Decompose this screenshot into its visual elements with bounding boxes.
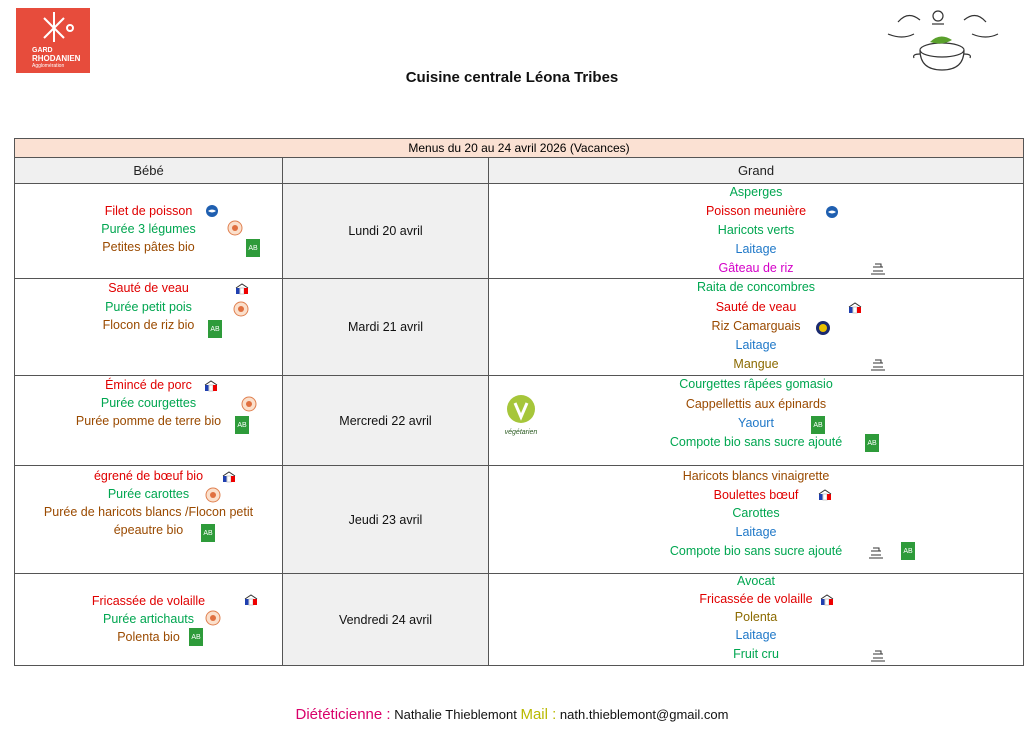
menu-item: Purée de haricots blancs /Flocon petit — [43, 505, 254, 519]
label-rouge-icon — [815, 320, 831, 336]
menu-table — [14, 138, 1024, 666]
menu-item: Compote bio sans sucre ajouté — [669, 544, 843, 558]
viande-francaise-icon — [243, 593, 261, 609]
svg-text:AB: AB — [867, 440, 877, 447]
menu-item: Fricassée de volaille — [699, 592, 813, 606]
menu-item: Raita de concombres — [696, 280, 816, 294]
day-label: Mercredi 22 avril — [283, 376, 489, 466]
viande-francaise-icon — [221, 470, 239, 486]
menu-item: Gâteau de riz — [718, 261, 794, 275]
gard-rhodanien-logo — [16, 8, 90, 73]
menu-item: égrené de bœuf bio — [93, 469, 204, 483]
menu-item: Fricassée de volaille — [91, 594, 206, 608]
msc-fish-icon — [205, 204, 219, 218]
col-header-baby: Bébé — [15, 158, 283, 184]
dieticienne-name: Nathalie Thieblemont — [394, 707, 517, 722]
table-row — [15, 466, 1024, 574]
fait-maison-icon — [241, 396, 257, 412]
menu-item: Émincé de porc — [105, 378, 192, 392]
fork-spoon-icon — [16, 8, 90, 48]
viande-francaise-icon — [819, 593, 837, 609]
menu-item: Asperges — [729, 185, 783, 199]
menu-item: Carottes — [732, 506, 780, 520]
tray-icon — [869, 358, 887, 372]
menu-item: Yaourt — [738, 416, 774, 430]
day-label: Mardi 21 avril — [283, 279, 489, 376]
fait-maison-icon — [205, 610, 221, 626]
msc-fish-icon — [825, 205, 839, 219]
menu-item: Mangue — [733, 357, 779, 371]
viande-francaise-icon — [847, 301, 865, 317]
menu-item: Purée carottes — [107, 487, 190, 501]
table-row — [15, 376, 1024, 466]
col-header-day — [283, 158, 489, 184]
menu-item: Laitage — [735, 525, 777, 539]
ab-bio-icon — [246, 239, 260, 257]
menu-item: Fruit cru — [733, 647, 779, 661]
menu-item: Compote bio sans sucre ajouté — [669, 435, 843, 449]
menu-item: Sauté de veau — [108, 281, 189, 295]
viande-francaise-icon — [203, 379, 221, 395]
ab-bio-icon — [208, 320, 222, 338]
svg-text:AB: AB — [903, 548, 913, 555]
menu-item: Laitage — [735, 338, 777, 352]
baby-cell — [15, 466, 283, 574]
table-row — [15, 279, 1024, 376]
baby-cell — [15, 279, 283, 376]
menu-item: Polenta — [734, 610, 778, 624]
menu-item: Purée artichauts — [102, 612, 195, 626]
svg-text:AB: AB — [210, 326, 220, 333]
vegetarien-label: végétarien — [504, 429, 538, 436]
page-title: Cuisine centrale Léona Tribes — [405, 69, 619, 86]
ab-bio-icon — [865, 434, 879, 452]
logo-line2: RHODANIEN — [32, 54, 81, 63]
email-link[interactable]: nath.thieblemont@gmail.com — [559, 707, 729, 722]
menu-item: Poisson meunière — [705, 204, 807, 218]
day-label: Vendredi 24 avril — [283, 574, 489, 666]
ab-bio-icon — [811, 416, 825, 434]
viande-francaise-icon — [817, 488, 835, 504]
menu-item: Filet de poisson — [104, 204, 193, 218]
menu-item: Purée courgettes — [100, 396, 197, 410]
menu-item: Petites pâtes bio — [102, 240, 195, 254]
menu-item: Boulettes bœuf — [713, 488, 799, 502]
baby-cell — [15, 184, 283, 279]
svg-text:AB: AB — [203, 530, 213, 537]
menu-item: Laitage — [735, 242, 777, 256]
menu-item: Haricots verts — [717, 223, 795, 237]
ab-bio-icon — [901, 542, 915, 560]
vegetarien-badge — [501, 394, 541, 436]
mail-label: Mail : — [520, 706, 557, 723]
vegetarien-icon — [506, 394, 536, 424]
menu-item: Haricots blancs vinaigrette — [682, 469, 830, 483]
fait-maison-icon — [233, 301, 249, 317]
col-header-grand: Grand — [489, 158, 1024, 184]
table-row — [15, 184, 1024, 279]
grand-cell — [489, 376, 1024, 466]
table-row — [15, 574, 1024, 666]
cooking-pot-icon — [878, 6, 1006, 76]
svg-text:AB: AB — [237, 422, 247, 429]
tray-icon — [869, 262, 887, 276]
svg-text:AB: AB — [248, 245, 258, 252]
tray-icon — [867, 546, 885, 560]
menu-item: Purée pomme de terre bio — [75, 414, 222, 428]
svg-text:AB: AB — [813, 422, 823, 429]
grand-cell — [489, 279, 1024, 376]
fait-maison-icon — [227, 220, 243, 236]
menu-item: Purée petit pois — [105, 300, 192, 314]
dieticienne-label: Diététicienne : — [295, 706, 391, 723]
menu-item: Flocon de riz bio — [102, 318, 195, 332]
baby-cell — [15, 574, 283, 666]
logo-line1: GARD — [32, 47, 53, 54]
svg-text:AB: AB — [191, 634, 201, 641]
menu-item: Polenta bio — [117, 630, 180, 644]
day-label: Jeudi 23 avril — [283, 466, 489, 574]
menu-item: Laitage — [735, 628, 777, 642]
grand-cell — [489, 184, 1024, 279]
day-label: Lundi 20 avril — [283, 184, 489, 279]
menu-item: Riz Camarguais — [711, 319, 801, 333]
grand-cell — [489, 574, 1024, 666]
week-title: Menus du 20 au 24 avril 2026 (Vacances) — [15, 139, 1024, 158]
menu-item: Courgettes râpées gomasio — [679, 377, 833, 391]
grand-cell — [489, 466, 1024, 574]
ab-bio-icon — [189, 628, 203, 646]
menu-item: Purée 3 légumes — [101, 222, 196, 236]
viande-francaise-icon — [234, 282, 252, 298]
ab-bio-icon — [235, 416, 249, 434]
ab-bio-icon — [201, 524, 215, 542]
tray-icon — [869, 649, 887, 663]
menu-item: Sauté de veau — [715, 300, 797, 314]
baby-cell — [15, 376, 283, 466]
menu-item: Avocat — [737, 574, 775, 588]
menu-item: épeautre bio — [113, 523, 184, 537]
fait-maison-icon — [205, 487, 221, 503]
logo-line3: Agglomération — [32, 63, 65, 69]
footer — [0, 706, 1024, 723]
menu-item: Cappellettis aux épinards — [685, 397, 827, 411]
